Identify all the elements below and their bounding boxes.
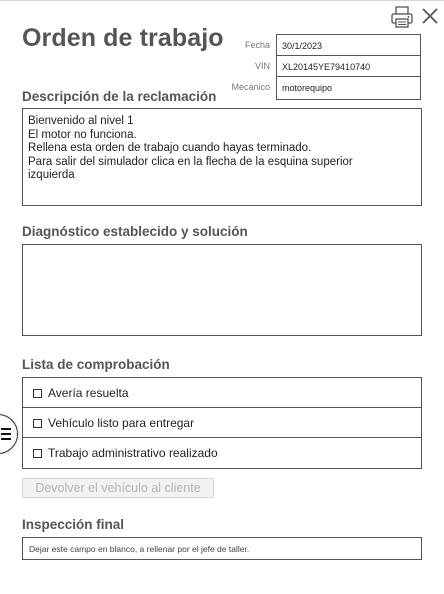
diagnostico-textarea[interactable] <box>22 244 422 336</box>
inspeccion-field[interactable]: Dejar este campo en blanco, a rellenar por el jefe de taller. <box>22 537 422 560</box>
vin-field[interactable]: XL20145YE79410740 <box>276 55 421 76</box>
descripcion-title: Descripción de la reclamación <box>22 89 217 104</box>
checklist-item-averia[interactable] <box>22 377 422 408</box>
close-icon[interactable] <box>420 6 440 26</box>
checkbox[interactable] <box>33 449 42 458</box>
descripcion-line: Rellena esta orden de trabajo cuando hayas terminado. <box>28 142 312 154</box>
descripcion-line: Bienvenido al nivel 1 <box>28 115 134 127</box>
checklist-item-label: Trabajo administrativo realizado <box>48 446 218 460</box>
mecanico-label: Mecánico <box>231 82 270 92</box>
descripcion-textarea[interactable] <box>22 108 422 206</box>
checkbox[interactable] <box>33 389 42 398</box>
menu-icon <box>1 428 11 443</box>
checklist-item-administrativo[interactable] <box>22 437 422 469</box>
descripcion-line: izquierda <box>28 169 75 181</box>
vin-label: VIN <box>254 61 270 71</box>
fecha-label: Fecha <box>244 40 270 50</box>
checklist-item-vehiculo[interactable] <box>22 407 422 438</box>
checklist-title: Lista de comprobación <box>22 357 170 372</box>
fecha-field[interactable]: 30/1/2023 <box>276 34 421 55</box>
printer-icon[interactable] <box>390 6 414 28</box>
page-title: Orden de trabajo <box>22 24 224 52</box>
top-divider <box>0 0 444 1</box>
descripcion-line: El motor no funciona. <box>28 128 137 141</box>
checkbox[interactable] <box>33 419 42 428</box>
checklist-item-label: Vehículo listo para entregar <box>48 416 195 430</box>
diagnostico-title: Diagnóstico establecido y solución <box>22 224 248 239</box>
mecanico-field[interactable]: motorequipo <box>276 76 421 100</box>
descripcion-line: Para salir del simulador clica en la flecha de la esquina superior <box>28 155 353 168</box>
checklist-item-label: Avería resuelta <box>48 386 129 400</box>
inspeccion-title: Inspección final <box>22 517 125 532</box>
return-vehicle-button[interactable]: Devolver el vehículo al cliente <box>22 478 214 498</box>
side-menu-button[interactable] <box>0 414 18 454</box>
